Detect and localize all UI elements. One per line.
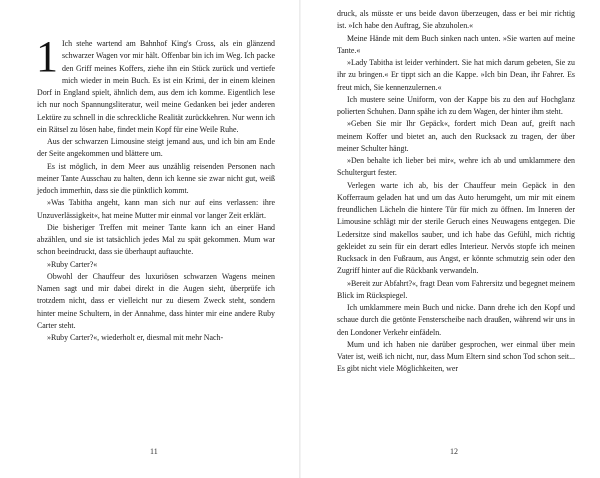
paragraph: Mum und ich haben nie darüber gesprochen, wer einmal über mein Vater ist, weiß ich nicht, nur, dass Mum Eltern sind schon Tod schon seit... Es gibt nicht viele Möglichkeiten, wer <box>337 339 575 374</box>
paragraph: Ich umklammere mein Buch und nicke. Dann drehe ich den Kopf und schaue durch die getönte Fensterscheibe nach draußen, während wir uns in den Londoner Verkehr einfädeln. <box>337 303 575 337</box>
paragraph: »Lady Tabitha ist leider verhindert. Sie hat mich darum gebeten, Sie zu ihr zu bringen.« Er tippt sich an die Kappe. »Ich bin Dean, ihr Fahrer. Es freut mich, Sie kennenzulernen.« <box>337 58 575 92</box>
paragraph: »Den behalte ich lieber bei mir«, wehre ich ab und umklammere den Schultergurt fester. <box>337 156 575 178</box>
paragraph: Es ist möglich, in dem Meer aus unzählig reisenden Personen nach meiner Tante Ausschau zu halten, denn ich kenne sie zwar nicht gut, weiß jedoch immerhin, dass sie die pünktlich kommt. <box>37 161 275 195</box>
paragraph: Ich mustere seine Uniform, von der Kappe bis zu den auf Hochglanz polierten Schuhen. Dann spähe ich zu dem Wagen, der hinter ihm steht. <box>337 94 575 116</box>
right-page <box>300 0 600 478</box>
page-number: 11 <box>150 447 158 456</box>
paragraph: Die bisheriger Treffen mit meiner Tante kann ich an einer Hand abzählen, und sie ist tatsächlich jedes Mal zu spät gekommen. Mum war schon beeindruckt, dass sie überhaupt auftauchte. <box>37 222 275 257</box>
left-page-text <box>36 32 275 344</box>
paragraph: »Bereit zur Abfahrt?«, fragt Dean vom Fahrersitz und begegnet meinem Blick im Rückspiegel. <box>337 278 575 300</box>
paragraph: »Ruby Carter?« <box>47 259 98 269</box>
opening-paragraph-text: Ich stehe wartend am Bahnhof King's Cross, als ein glänzend schwarzer Wagen vor mir hält. Offenbar bin ich im Weg. Ich packe den Griff meines Koffers, ziehe ihn ein Stück zurück und vertiefe mich wieder in mein Buch. Es ist ein Krimi, der in einem kleinen Dorf in England spielt, ähnlich dem, aus dem ich komme. Eigentlich lese ich nur noch Spannungsliteratur, weil meine Gedanken bei jeder anderen Lektüre zu schnell in die schreckliche Realität zurückkehren. Nur wenn ich ein Rätsel zu lösen habe, findet mein Kopf für eine Weile Ruhe. <box>37 39 275 134</box>
paragraph: Meine Hände mit dem Buch sinken nach unten. »Sie warten auf meine Tante.« <box>337 33 575 55</box>
page-number: 12 <box>450 447 458 456</box>
paragraph: »Ruby Carter?«, wiederholt er, diesmal mit mehr Nach- <box>47 333 224 342</box>
paragraph: »Was Tabitha angeht, kann man sich nur auf eins verlassen: ihre Unzuverlässigkeit«, hat meine Mutter mir einmal vor langer Zeit erklärt. <box>37 198 275 220</box>
paragraph: Aus der schwarzen Limousine steigt jemand aus, und ich bin am Ende der Seite angekommen und blättere um. <box>37 137 275 159</box>
right-page-text <box>337 8 575 376</box>
paragraph: Obwohl der Chauffeur des luxuriösen schwarzen Wagens meinen Namen sagt und mir dabei direkt in die Augen sieht, überprüfe ich trotzdem nicht, dass er vielleicht nur zu diesem Zweck steht, sondern hinter meine Schultern, in der Annahme, dass hinter mir eine andere Ruby Carter steht. <box>37 271 275 330</box>
chapter-number-dropcap: 1 <box>36 32 58 81</box>
opening-paragraph <box>36 32 275 136</box>
paragraph: Verlegen warte ich ab, bis der Chauffeur mein Gepäck in den Kofferraum geladen hat und um das Auto herumgeht, um mir mit einem freundlichen Lächeln die hintere Tür für mich zu öffnen. Im Inneren der Limousine schlägt mir der sterile Geruch eines Neuwagens entgegen. Die Ledersitze sind makellos sauber, und ich habe das Gefühl, mich richtig gekleidet zu sein für ein derart edles Interieur. Nervös stopfe ich meinen Rucksack in den Fußraum, aus Angst, er könnte schmutzig sein oder den Zugriff hinter auf die Rückbank verwandeln. <box>337 180 575 276</box>
paragraph: »Geben Sie mir Ihr Gepäck«, fordert mich Dean auf, greift nach meinem Koffer und bietet an, auch den Rucksack zu tragen, der über meiner Schulter hängt. <box>337 119 575 153</box>
paragraph: druck, als müsste er uns beide davon überzeugen, dass er bei mir richtig ist. »Ich habe den Auftrag, Sie abzuholen.« <box>337 9 575 31</box>
